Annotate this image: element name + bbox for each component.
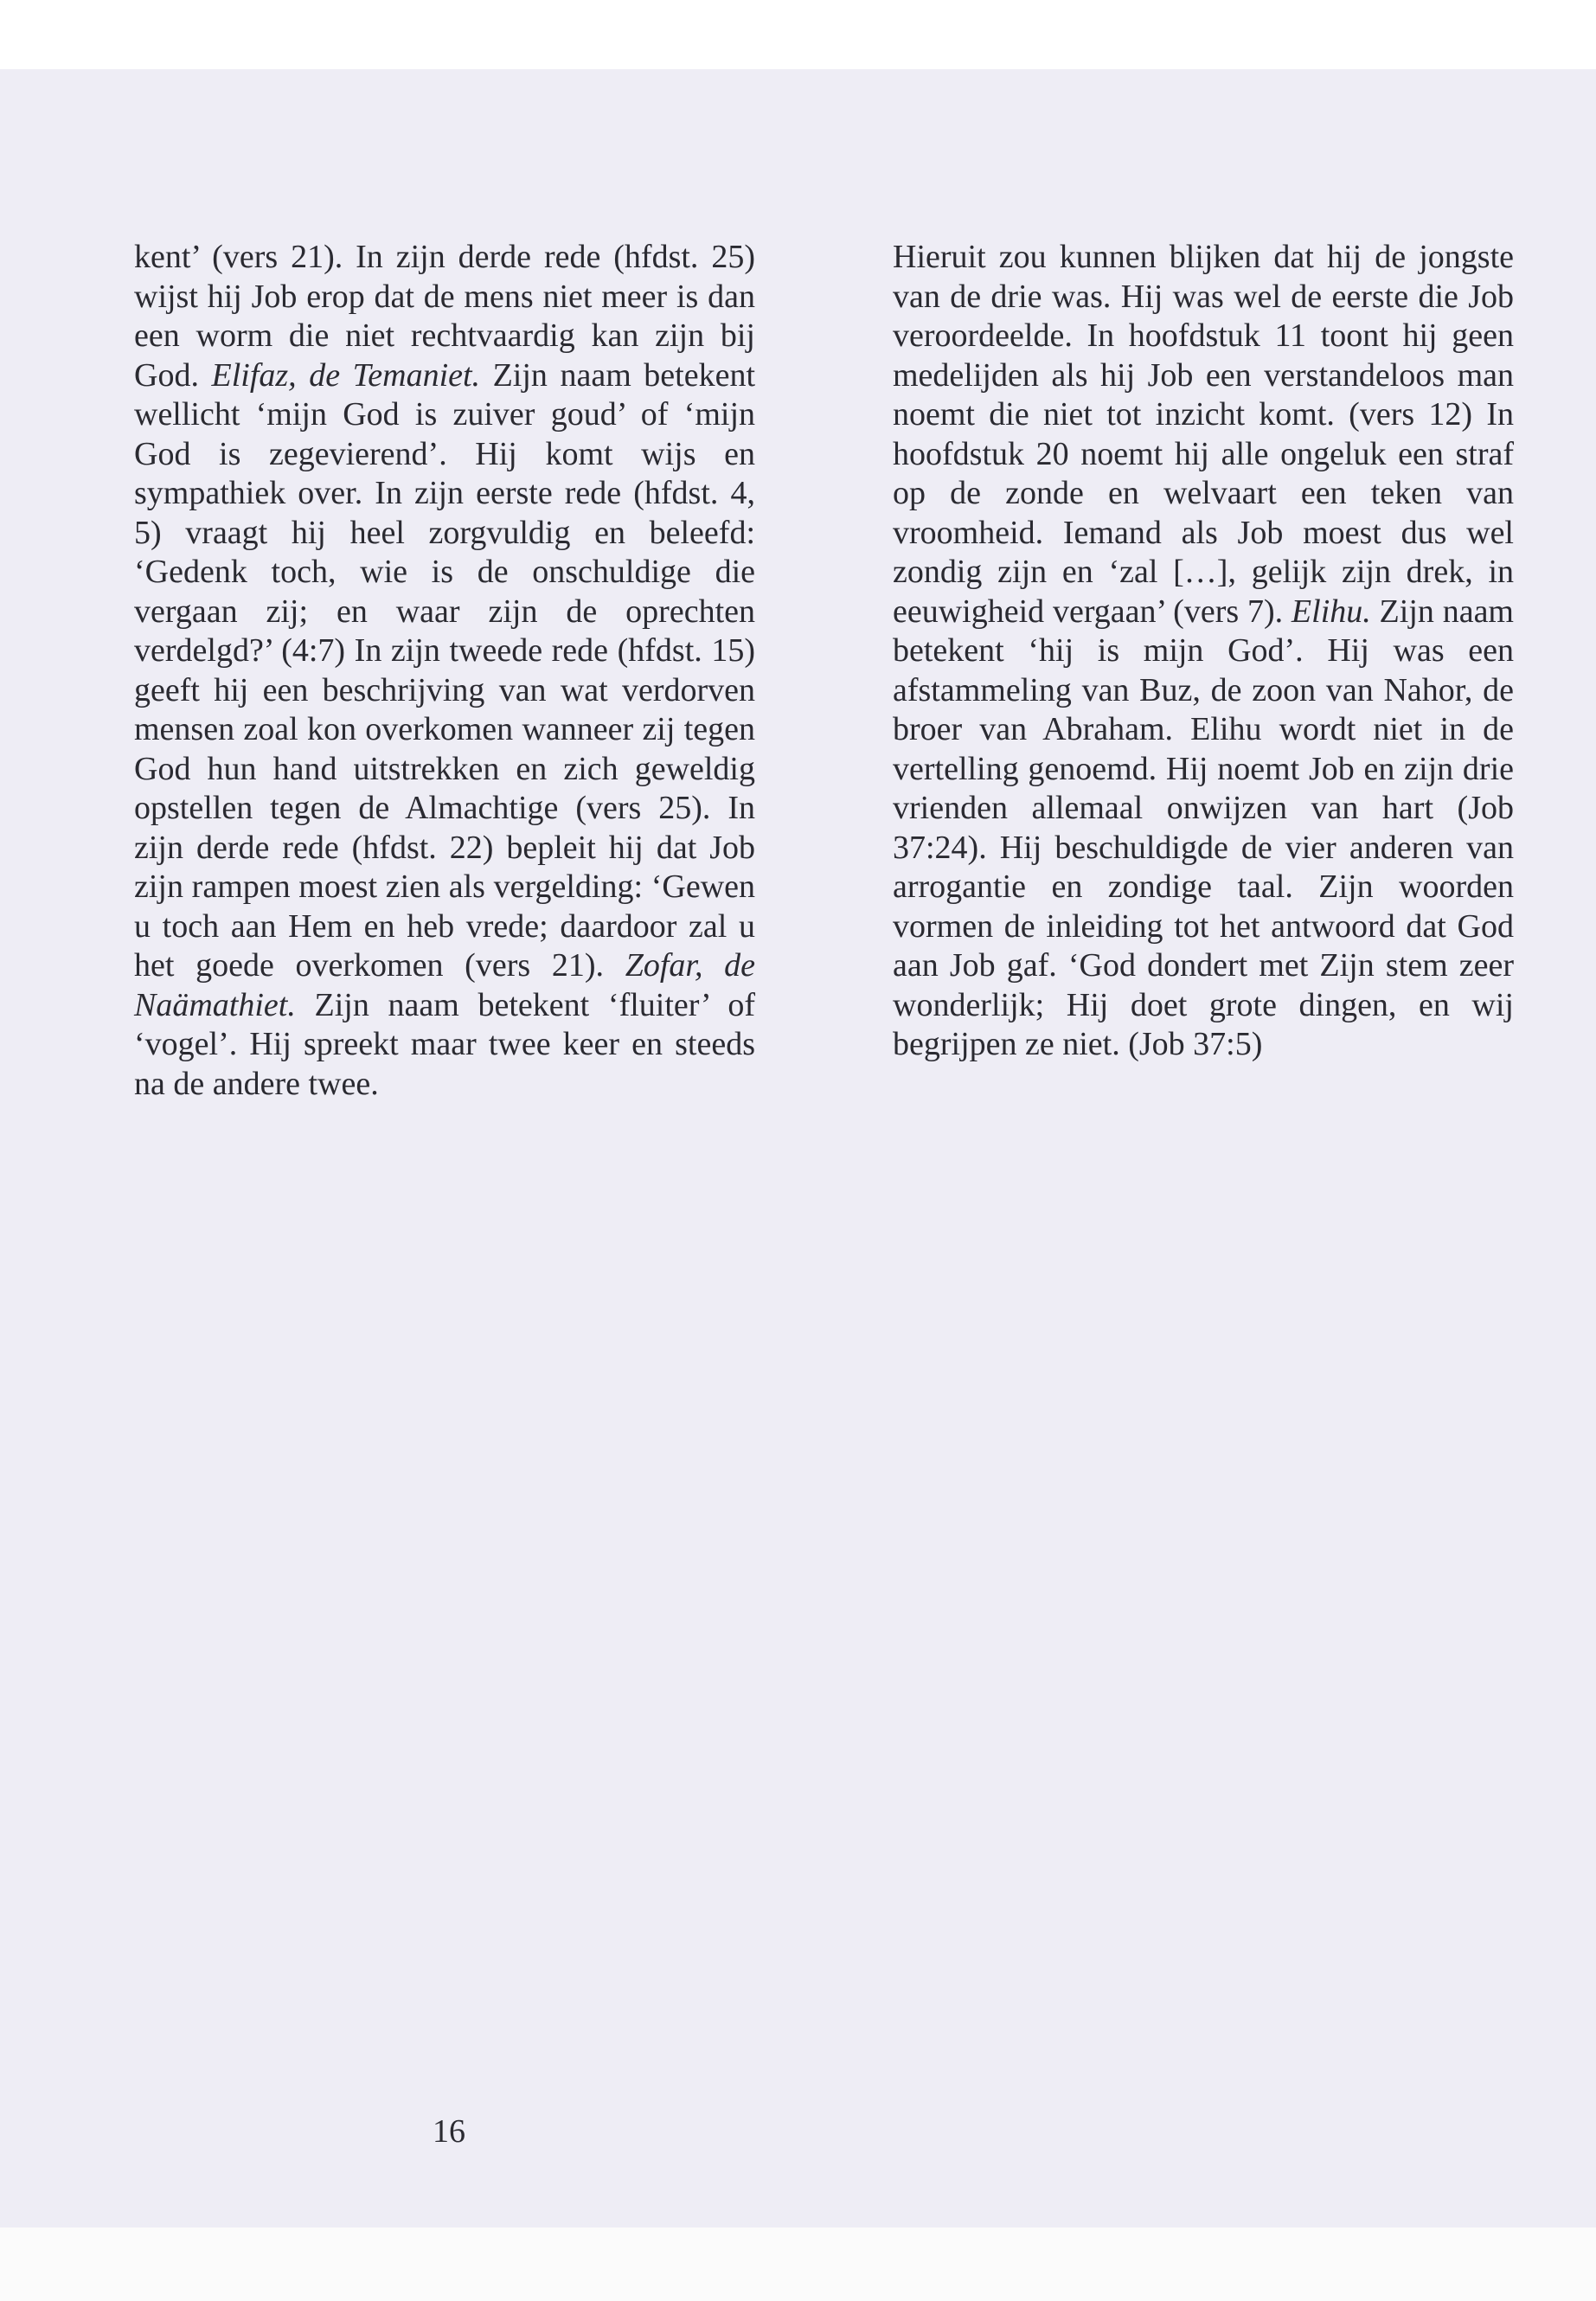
- elifaz-name: Elifaz, de Temaniet.: [211, 356, 481, 394]
- right-column: [893, 238, 1514, 1065]
- left-paragraph: [134, 238, 755, 1104]
- right-paragraph: [893, 238, 1514, 1065]
- left-text-1: kent’ (vers 21). In zijn derde rede (hfdst. 25) wijst hij Job erop dat de mens niet meer is dan een worm die niet rechtvaardig kan zijn bij God.: [134, 239, 755, 394]
- left-column: [134, 238, 755, 1104]
- elihu-name: Elihu.: [1291, 593, 1371, 630]
- right-text-1: Hieruit zou kunnen blijken dat hij de jongste van de drie was. Hij was wel de eerste die Job veroordeelde. In hoofdstuk 11 toont hij geen medelijden als hij Job een verstandeloos man noemt die niet tot inzicht komt. (vers 12) In hoofdstuk 20 noemt hij alle ongeluk een straf op de zonde en welvaart een teken van vroomheid. Iemand als Job moest dus wel zondig zijn en ‘zal […], gelijk zijn drek, in eeuwigheid vergaan’ (vers 7).: [893, 239, 1514, 630]
- page-number: 16: [433, 2113, 465, 2150]
- elihu-text: Zijn naam betekent ‘hij is mijn God’. Hij was een afstammeling van Buz, de zoon van Nahor, de broer van Abraham. Elihu wordt niet in de vertelling genoemd. Hij noemt Job en zijn drie vrienden allemaal onwijzen van hart (Job 37:24). Hij beschuldigde de vier anderen van arrogantie en zondige taal. Zijn woorden vormen de inleiding tot het antwoord dat God aan Job gaf. ‘God dondert met Zijn stem zeer wonderlijk; Hij doet grote dingen, en wij begrijpen ze niet. (Job 37:5): [893, 593, 1514, 1062]
- page-margin-bottom: [0, 2227, 1596, 2301]
- elifaz-text: Zijn naam betekent wellicht ‘mijn God is zuiver goud’ of ‘mijn God is zegevierend’. Hij komt wijs en sympathiek over. In zijn eerste rede (hfdst. 4, 5) vraagt hij heel zorgvuldig en beleefd: ‘Gedenk toch, wie is de onschuldige die vergaan zij; en waar zijn de oprechten verdelgd?’ (4:7) In zijn tweede rede (hfdst. 15) geeft hij een beschrijving van wat verdorven mensen zoal kon overkomen wanneer zij tegen God hun hand uitstrekken en zich geweldig opstellen tegen de Almachtige (vers 25). In zijn derde rede (hfdst. 22) bepleit hij dat Job zijn rampen moest zien als vergelding: ‘Gewen u toch aan Hem en heb vrede; daardoor zal u het goede overkomen (vers 21).: [134, 356, 756, 984]
- zofar-text: Zijn naam betekent ‘fluiter’ of ‘vogel’. Hij spreekt maar twee keer en steeds na de andere twee.: [134, 986, 755, 1102]
- page-sheet: [0, 69, 1596, 2227]
- zofar-name: Zofar, de Naämathiet.: [134, 947, 756, 1023]
